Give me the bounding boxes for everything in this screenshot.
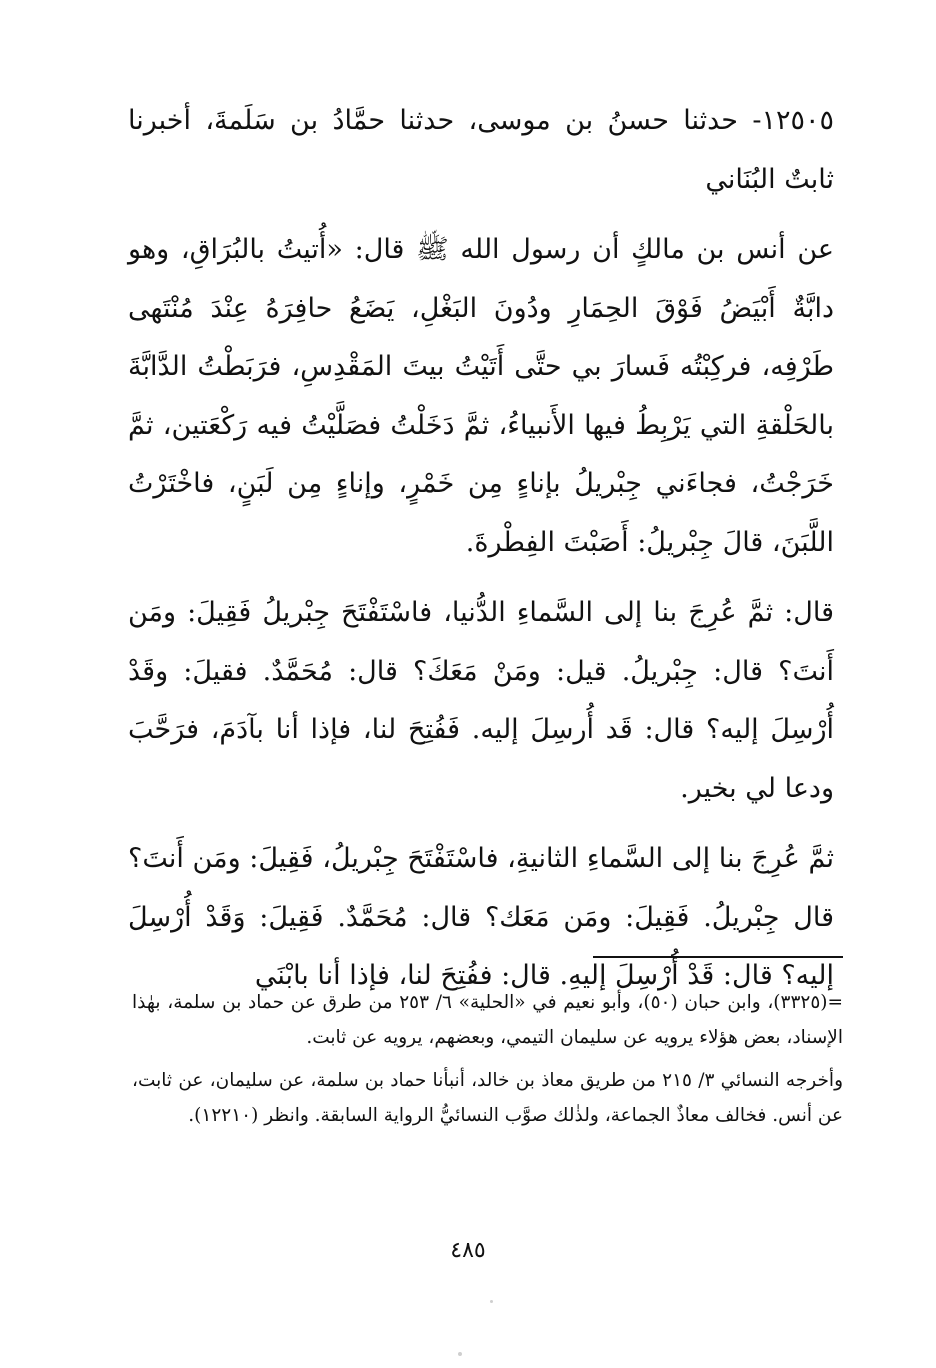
scan-speck <box>458 1352 462 1356</box>
page-number: ٤٨٥ <box>450 1238 486 1263</box>
footnotes <box>132 985 843 1133</box>
footnote-paragraph: =(٣٣٢٥)، وابن حبان (٥٠)، وأبو نعيم في «الحلية» ٦/ ٢٥٣ من طرق عن حماد بن سلمة، بهٰذا الإسناد، بعض هؤلاء يرويه عن سليمان التيمي، وبعضهم، يرويه عن ثابت. <box>132 992 843 1048</box>
first-heaven-paragraph: قال: ثمَّ عُرِجَ بنا إلى السَّماءِ الدُّنيا، فاسْتَفْتَحَ جِبْريلُ فَقِيلَ: ومَن أَنتَ؟ قال: جِبْريلُ. قيل: ومَنْ مَعَكَ؟ قال: مُحَمَّدٌ. فقيلَ: وقَدْ أُرْسِلَ إليه؟ قال: قَد أُرسِلَ إليه. فَفُتِحَ لنا، فإذا أنا بآدَمَ، فرَحَّبَ ودعا لي بخير. <box>128 597 834 804</box>
scan-speck <box>490 1300 493 1303</box>
footnote-paragraph: وأخرجه النسائي ٣/ ٢١٥ من طريق معاذ بن خالد، أنبأنا حماد بن سلمة، عن سليمان، عن ثابت، عن أنس. فخالف معاذٌ الجماعة، ولذٰلك صوَّب النسائيُّ الرواية السابقة. وانظر (١٢٢١٠). <box>132 1070 843 1126</box>
second-heaven-paragraph: ثمَّ عُرِجَ بنا إلى السَّماءِ الثانيةِ، فاسْتَفْتَحَ جِبْريلُ، فَقِيلَ: ومَن أَنتَ؟ قال جِبْريلُ. فَقِيلَ: ومَن مَعَك؟ قال: مُحَمَّدٌ. فَقِيلَ: وَقَدْ أُرْسِلَ إليه؟ قال: قَدْ أُرْسِلَ إليهِ. قال: ففُتِحَ لنا، فإذا أنا بابْنَي <box>128 843 834 991</box>
hadith-text-paragraph: عن أنس بن مالكٍ أن رسول الله ﷺ قال: «أُتيتُ بالبُرَاقِ، وهو دابَّةٌ أَبْيَضُ فَوْقَ الحِمَارِ ودُونَ البَغْلِ، يَضَعُ حافِرَهُ عِنْدَ مُنْتَهى طَرْفِه، فركِبْتُه فَسارَ بي حتَّى أَتَيْتُ بيتَ المَقْدِسِ، فرَبَطْتُ الدَّابَّةَ بالحَلْقةِ التي يَرْبِطُ فيها الأَنبياءُ، ثمَّ دَخَلْتُ فصَلَّيْتُ فيه رَكْعَتين، ثمَّ خَرَجْتُ، فجاءَني جِبْريلُ بإناءٍ مِن خَمْرٍ، وإناءٍ مِن لَبَنٍ، فاخْتَرْتُ اللَّبَنَ، قالَ جِبْريلُ: أَصَبْتَ الفِطْرةَ. <box>128 234 834 558</box>
footnote-separator <box>593 956 843 958</box>
main-text <box>128 92 834 1006</box>
hadith-chain-paragraph: ١٢٥٠٥- حدثنا حسنُ بن موسى، حدثنا حمَّادُ بن سَلَمةَ، أخبرنا ثابتٌ البُنَاني <box>128 105 834 195</box>
